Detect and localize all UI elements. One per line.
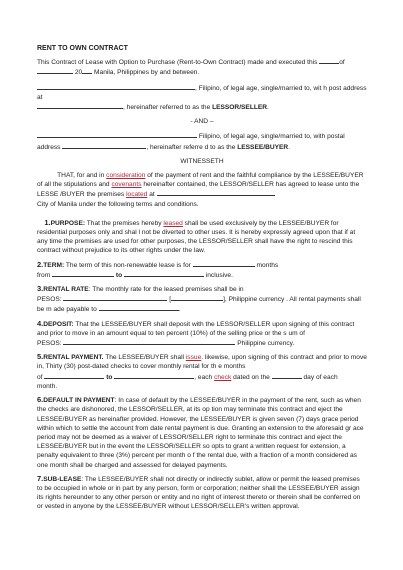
and-separator: - AND – xyxy=(190,118,214,126)
section-purpose: 1.PURPOSE: That the premises hereby leased shall be used exclusively by the LESSEE/BUYER for residential purposes only and shal l not be diverted to other uses. It is hereby expressly agreed upon that if at any time the premises are used for other purposes, the LESSOR/SELLER shall have the right to rescind this contract without prejudice to its other rights under the law. xyxy=(37,217,356,255)
months-to-blank[interactable] xyxy=(114,372,194,379)
rent-pesos-amount-blank[interactable] xyxy=(171,294,223,301)
leased-link: leased xyxy=(163,219,183,227)
premises-location-blank[interactable] xyxy=(157,189,275,196)
intro-paragraph: This Contract of Lease with Option to Purchase (Rent-to-Own Contract) made and executed this of 20 Manila, Philippines by and between. xyxy=(37,59,345,77)
rent-pesos-words-blank[interactable] xyxy=(63,294,167,301)
lessor-role: LESSOR/SELLER xyxy=(212,104,268,112)
witnesseth-heading: WITNESSETH xyxy=(180,157,224,165)
section-rental-payment: 5.RENTAL PAYMENT. The LESSEE/BUYER shall issue. likewise, upon signing of this contract and prior to move in, Thirty (30) post-dated checks to cover monthly rental for th e months of to , each check dated on the day of each month. xyxy=(37,352,367,390)
term-blank[interactable] xyxy=(193,260,255,267)
located-link: located xyxy=(126,191,148,199)
section-sublease: 7.SUB-LEASE: The LESSEE/BUYER shall not directly or indirectly sublet, allow or permit the leased premises to be occupied in whole or in part by any person, form or corporation; neither shall the LESSEE/BUYER assign its rights hereunder to any other person or entity and no right of interest thereto or therein shall be conferred on or vested in anyone by the LESSEE/BUYER without LESSOR/SELLER's written approval. xyxy=(37,473,361,511)
day-blank[interactable] xyxy=(319,57,339,64)
lessee-role: LESSEE/BUYER xyxy=(237,143,289,151)
section-term: 2.TERM: The term of this non-renewable lease is for months from to inclusive. xyxy=(37,259,279,279)
term-from-blank[interactable] xyxy=(52,270,114,277)
lessor-name-blank[interactable] xyxy=(37,83,195,90)
term-to-blank[interactable] xyxy=(124,270,204,277)
deposit-pesos-blank[interactable] xyxy=(63,338,235,345)
issue-link: issue xyxy=(185,354,202,362)
section-rental-rate: 3.RENTAL RATE: The monthly rate for the leased premises shall be in PESOS: [ ], Philippine currency . All rental payments shall be m ade payable to . xyxy=(37,284,361,314)
consideration-link: consideration xyxy=(106,172,146,180)
year-blank[interactable] xyxy=(82,67,92,74)
months-from-blank[interactable] xyxy=(44,372,104,379)
section-default: 6.DEFAULT IN PAYMENT: In case of default by the LESSEE/BUYER in the payment of the rent, such as when the checks are dishonored, the LESSOR/SELLER, at its op tion may terminate this contract and eject the LESSEE/BUYER as hereinafter provided. However, the LESSEE/BUYER is given seven (7) days grace period within which to settle the account from date rental payment is due. Granting an extension to the aforesaid gr ace period may not be deemed as a waiver of LESSOR/SELLER right to terminate this contract and eject the LESSEE/BUYER but in the event the LESSOR/SELLER so opts to grant a written request for extension, a penalty equivalent to three (3%) percent per month o f the rental due, with a fraction of a month considered as one month shall be charged and assessed for delayed payments. xyxy=(37,395,364,469)
lessor-address-blank[interactable] xyxy=(37,102,123,109)
section-deposit: 4.DEPOSIT: That the LESSEE/BUYER shall deposit with the LESSOR/SELLER upon signing of this contract and prior to move in an amount equal to ten percent (10%) of the selling price or the s um of PESOS: Philippine currency. xyxy=(37,318,355,348)
contract-title: RENT TO OWN CONTRACT xyxy=(37,45,128,52)
check-day-blank[interactable] xyxy=(272,372,302,379)
covenants-link: covenants xyxy=(111,181,142,189)
lessee-name-blank[interactable] xyxy=(37,131,197,138)
lessee-address-blank[interactable] xyxy=(62,142,146,149)
payee-blank[interactable] xyxy=(99,304,179,311)
lessor-party: , Filipino, of legal age, single/married to, wit h post address at , hereinafter referred to as the LESSOR/SELLER. xyxy=(37,84,367,112)
lessee-party: Filipino, of legal age, single/married to, with postal address , hereinafter referre d to as the LESSEE/BUYER. xyxy=(37,133,345,151)
month-blank[interactable] xyxy=(37,67,73,74)
recital-paragraph: THAT, for and in consideration of the payment of rent and the faithful compliance by the LESSEE/BUYER of all the stipulations and covenants hereinafter contained, the LESSOR/SELLER has agreed to lease unto the LESSE /BUYER the premises located at City of Manila under the following terms and conditions. xyxy=(37,172,364,208)
check-link: check xyxy=(214,373,232,381)
